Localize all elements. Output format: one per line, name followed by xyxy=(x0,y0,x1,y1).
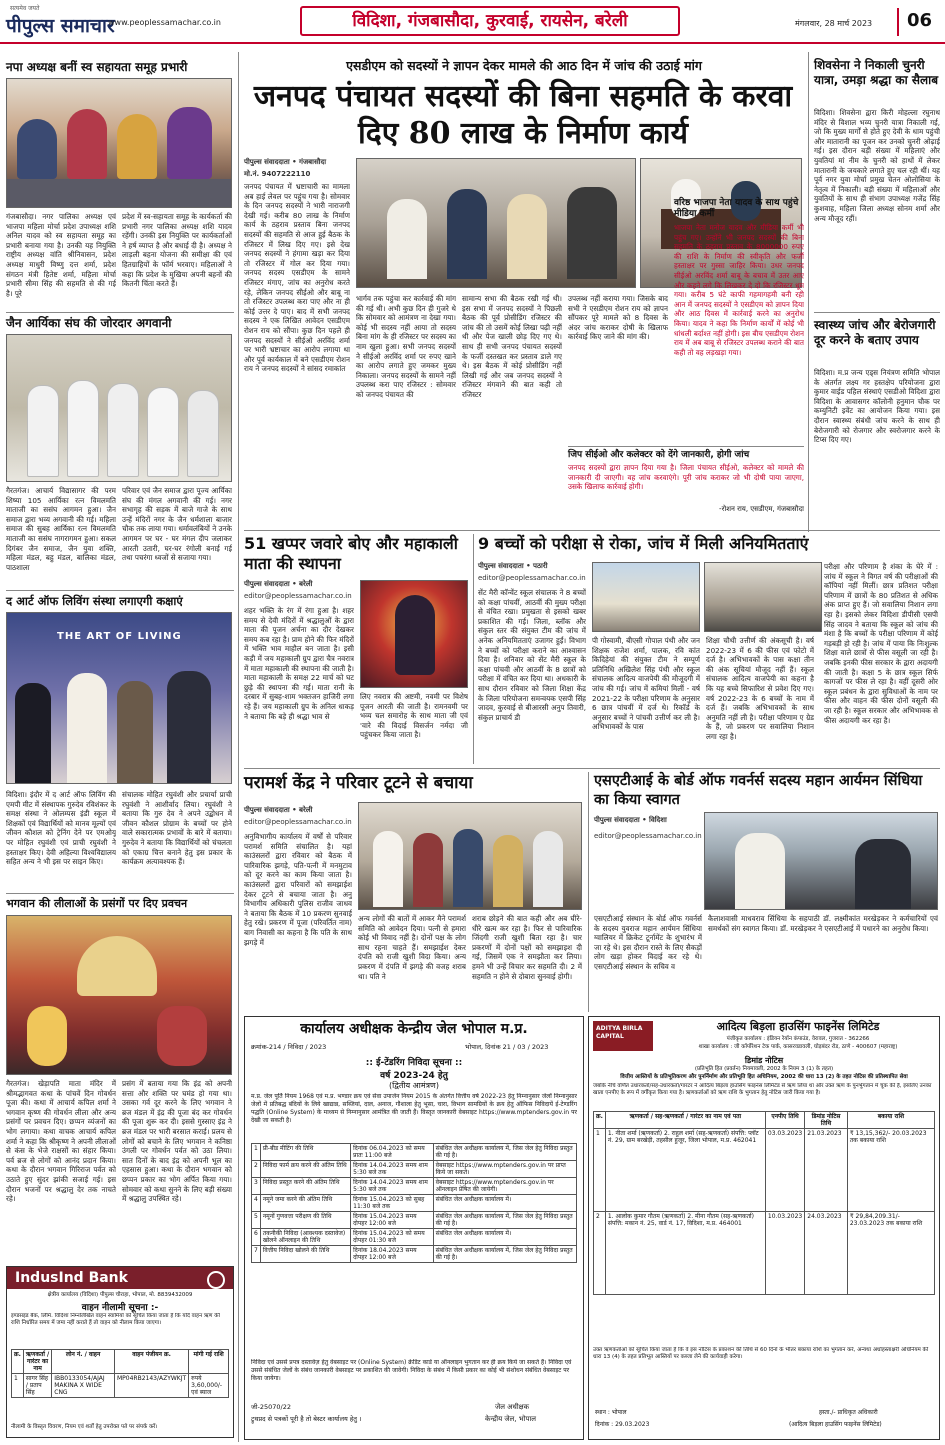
table-row xyxy=(252,1212,577,1229)
ad-place: स्थान : भोपाल xyxy=(595,1409,627,1416)
counsel-photo xyxy=(358,802,582,910)
col-header: क्र. xyxy=(12,1350,24,1374)
logo-tagline: सत्यमेव जयते xyxy=(10,5,40,12)
region-banner xyxy=(300,6,680,36)
ad-title: कार्यालय अधीक्षक केन्द्रीय जेल भोपाल म.प्र. xyxy=(300,1021,528,1037)
procession-photo xyxy=(6,334,232,482)
story-shivsena xyxy=(814,58,940,308)
ad-intro: म.प्र. जेल पूर्ति नियम 1968 एवं म.प्र. भण्डार क्रय एवं सेवा उपार्जन नियम 2015 के अंतर्गत वित्तीय वर्ष 2022-23 हेतु निम्नानुसार जेलों निम्नानुसार जेलों में प्रतिबद्ध बंदियों के लिये खाद्यान्न, सब्जियां, दाल, अनाज, गौशाला हेतु भूसा, चारा, विभाग सामग्रियों के क्रय हेतु ऑफिस निविदायें ई-टेण्डरिंग पद्धति (Online System) के माध्यम से निम्नानुसार आमंत्रित की जाती हैं। विस्तृत जानकारी वेबसाइट https://www.mptenders.gov.in पर देखी जा सकती है। xyxy=(251,1093,577,1124)
ad-date: दिनांक : 29.03.2023 xyxy=(595,1421,650,1428)
table-row xyxy=(252,1161,577,1178)
table-row xyxy=(252,1195,577,1212)
story-body-col1: एसएटीआई संस्थान के बोर्ड ऑफ गवर्नर्स के सदस्य युवराज महान आर्यमन सिंधिया ग्वालियर में क्रिकेट टूर्नामेंट के शुभारंभ में जा रहे थे। इस दौरान रास्ते के लिए सैकड़ों लोग खड़ा होकर विदाई कर रहे थे। एसएटीआई संस्थान के सचिव व xyxy=(594,914,702,971)
story-body-col1: सेंट मैरी कॉन्वेंट स्कूल संचालक ने 8 बच्चों को कक्षा पांचवीं, आठवीं की मुख्य परीक्षा से वंचित रखा। प्रमुखता से इसको खबर प्रकाशित की गई। जिला, ब्लॉक और संकुल स्तर की संयुक्त टीम की जांच में अनेक अनियमितताएं उजागर हुईं। विभाग ने बच्चों को परीक्षा कराने का आश्वासन दिया है। शनिवार को सेंट मैरी स्कूल के कक्षा पांचवी और आठवीं के 8 छात्रों को परीक्षा में वंचित कर दिया था। अधकारी के साथ दौरान रविवार को जिला शिक्षा केंद्र के जिला परियोजना समन्वयक एसपी सिंह जादव, कुरवाई से बीआरसी अनुप तिवारी, संकुल प्राचार्य डी xyxy=(478,588,586,722)
table-cell: निविदा फार्म क्रय करने की अंतिम तिथि xyxy=(260,1161,350,1178)
col-header: ऋणकर्ता / सह-ऋणकर्ता / गारंटर का नाम एवं पता xyxy=(605,1112,765,1129)
page-number: 06 xyxy=(907,10,933,31)
table-row xyxy=(594,1129,935,1212)
notice-title: वाहन नीलामी सूचना :- xyxy=(81,1303,159,1313)
table-cell: 3 xyxy=(252,1178,261,1195)
story-body-col1: शहर भक्ति के रंग में रंगा हुआ है। शहर समय से देवी मंदिरों में श्रद्धालुओं के द्वारा माता की पूजन अर्चना का दौर देखकर समय कब रहा है। प्राम होने की फिर मंदिरों में भक्ति भाव माहौल बन जाता है। इसी कड़ी में जय महाकाली ग्रुप द्वारा चैत्र नवरात्र में माता महाकाली की स्थापना की जाती है। माता महाकाली के समक्ष 22 मार्च को घट छुड़े की स्थापना की गई। माता रानी के दरबार में सुबह-शाम भक्तजन हाजिरी लगा रहे हैं। जय महाकाली ग्रुप के अनिल धाकड़ ने बताया कि बड़े ही श्रद्धा भाव से xyxy=(244,606,354,721)
table-cell: 24.03.2023 xyxy=(805,1212,848,1295)
story-byline: पीपुल्स संवाददाता • बरेली xyxy=(244,580,313,588)
story-headline: जैन आर्यिका संघ की जोरदार अगवानी xyxy=(6,316,172,330)
region-title: विदिशा, गंजबासौदा, कुरवाई, रायसेन, बरेली xyxy=(352,11,628,31)
ref-footer-note: ट्रुथप्रद से पत्रकों पूरी है तो बेस्टर कार्यालय हेतु । xyxy=(251,1415,362,1423)
ad-call: (द्वितीय आमंत्रण) xyxy=(389,1081,439,1090)
story-byline: पीपुल्स संवाददाता • गंजबासौदा xyxy=(244,158,327,166)
table-cell: 21.03.2023 xyxy=(805,1129,848,1212)
story-paramarsh xyxy=(244,772,584,1012)
demand-table xyxy=(593,1111,935,1295)
table-cell: वित्तीय निविदा खोलने की तिथि xyxy=(260,1246,350,1263)
ceremony-photo xyxy=(6,612,232,784)
jail-tender-ad xyxy=(244,1016,584,1440)
story-byline: पीपुल्स संवाददाता • पठारी xyxy=(478,562,548,570)
story-headline: परामर्श केंद्र ने परिवार टूटने से बचाया xyxy=(244,773,473,793)
story-body-col2: अन्य लोगों की बातों में आकर मैने परामर्श समिति को आवेदन दिया। पत्नी से हमारा कोई भी विवाद नहीं है। दोनों पक्ष के लोग साथ रहना चाहते हैं। समझाईश देकर दंपति को राजी खुशी विदा किया। अन्य प्रकरण में दंपति में झगड़े की वजह शराब था। पति ने xyxy=(358,914,466,981)
ad-signatory-2: (आदित्य बिड़ला हाउसिंग फाइनेंस लिमिटेड) xyxy=(789,1421,882,1428)
col-header: क्र. xyxy=(594,1112,606,1129)
table-cell: संबंधित जेल अधीक्षक कार्यालय में, जिस जेल हेतु निविदा प्रस्तुत की गई है। xyxy=(433,1212,576,1229)
signature-line2: केन्द्रीय जेल, भोपाल xyxy=(485,1415,537,1423)
story-nine-children xyxy=(478,534,940,764)
story-janpad xyxy=(244,58,804,528)
story-body-col1: जनपद पंचायत में भ्रष्टाचारी का मामला अब हाई लेवल पर पहुंच गया है। सोमवार के दिन जनपद सदस्यों ने भारी नाराजगी देखी गई। करीब 80 लाख के निर्माण कार्य के ठहराव प्रस्ताव बिना जनपद सदस्यों की सहमति से आज हुई बैठक के रजिस्टर में लिख दिए गए। इसे देख जनपद सदस्यों ने हंगामा खड़ा कर दिया तो रजिस्टर में गोल कर दिया गया। जनपद सदस्य एसडीएम के सामने रजिस्टर मंगाए, जांच का अनुरोध करते रहे, लेकिन जनपद सीईओ और बाबू ना तो रजिस्टर उपलब्ध करा पाए और ना ही कोई उत्तर दे पाए। बाद में सभी जनपद सदस्य ने एक लिखित आवेदन एसडीएम रोशन राय को सौंपा। कुछ दिन पहले ही जनपद सदस्यों ने सीईओ अरविंद शर्मा पर भारी भ्रष्टाचार का आरोप लगाया था और पूर्व कार्यकाल में बने एसडीएम रोशन राय ने जनपद सदस्यों ने सांसद रमाकांत xyxy=(244,182,350,374)
side-heading: वरिष्ठ भाजपा नेता यादव के साथ पहुंचे मीडिया कर्मी xyxy=(674,198,799,219)
table-cell: रुपये 3,60,000/- एवं ब्याज xyxy=(189,1374,229,1398)
table-cell: नमूने जमा करने की अंतिम तिथि xyxy=(260,1195,350,1212)
table-cell: दिनांक 06.04.2023 को समय प्रातः 11:00 बजे xyxy=(351,1144,434,1161)
mahakali-photo xyxy=(360,580,468,688)
story-body-left: गंजबासौदा। नगर पालिका अध्यक्ष एवं भाजपा महिला मोर्चा प्रदेश उपाध्यक्ष शशि अनिल यादव को स्व सहायता समूह का प्रभारी बनाया गया है। उनकी यह नियुक्ति राष्ट्रीय अध्यक्ष वांति श्रीनिवासन, प्रदेश अध्यक्ष माधुरी विष्णु दत्त शर्मा, प्रदेश संगठन मंत्री हितेष्ट शर्मा, महिला मोर्चा प्रभारी सीमा सिंह की सहमति से की गई है। पूरे xyxy=(6,212,116,298)
story-khappar xyxy=(244,534,469,764)
col-header: लोन नं. / वाहन xyxy=(52,1350,115,1374)
quote-heading: जिप सीईओ और कलेक्टर को देंगे जानकारी, होगी जांच xyxy=(568,450,750,460)
ref-footer: जी-25070/22 xyxy=(251,1403,291,1411)
ref-no: क्रमांक-214 / निविदा / 2023 xyxy=(251,1043,327,1051)
table-cell: 5 xyxy=(252,1212,261,1229)
table-cell: 03.03.2023 xyxy=(765,1129,804,1212)
table-row xyxy=(594,1212,935,1295)
table-cell: वेबसाइट https://www.mptenders.gov.in पर ऑनलाइन प्रेषित की जायेगी। xyxy=(433,1178,576,1195)
ad-footer-text: निविदा एवं उससे प्रपत्र दस्तावेज़ हेतु वेबसाइट पर (Online System) क्रेडिट कार्ड या ऑनलाइन भुगतान कर ही क्रय किये जा सकते हैं। निविदा एवं उससे संबंधित जेलों के संबंध जानकारी वेबसाइट पर प्रकाशित की जावेगी। निविदा के संबंध में किसी प्रकार का कोई भी संशोधन संबंधित वेबसाइट पर किया जायेगा। xyxy=(251,1359,572,1382)
school-photo xyxy=(592,562,700,632)
story-body: विदिशा। म.प्र जन्य एड्स नियंत्रण समिति भोपाल के अंतर्गत लक्ष्य गर हस्तक्षेप परियोजना द्वारा कुमार वाईड पहिल संस्थाएं एसडीओ विदिशा द्वारा विदिशा के आवासगर कॉलोनी हनुमान चौक पर कम्युनिटी इवेंट का आयोजन किया गया। इस दौरान स्वास्थ्य संबंधी जांच करने के साथ ही बेरोजगारी को रोजगार और स्वरोजगार करने के टिप्स दिए गए। xyxy=(814,368,940,445)
table-cell: प्री-बीड मीटिंग की तिथि xyxy=(260,1144,350,1161)
story-body-col3: सामान्य सभा की बैठक रखी गई थी। इस सभा में जनपद सदस्यों ने पिछली बैठक की पूर्व प्रोसीडिंग रजिस्टर की जांच की तो उसमें कोई लिखा पढ़ी नहीं थी और पेज खाली छोड़ दिए गए थे। साथ ही सभी जनपद पंचायत सदस्यों के फर्जी दस्तखत कर प्रस्ताव डाले गए थे। इस बैठक में कोई प्रोसीडिंग नहीं लिखी गई और जब जनपद सदस्यों ने रजिस्टर मंगवाने की बात कही तो रजिस्टर xyxy=(462,294,562,399)
col-header: ऋणकर्ता / गारंटर का नाम xyxy=(23,1350,51,1374)
story-body-right: परिवार एवं जैन समाज द्वारा पूज्य आर्यिका संघ की मंगल अगवानी की गई। नगर सभागृह की सड़क में बाजे गाजे के साथ उन्हें मंदिरों नगर के जैन धर्मशाला बाजार चौक तक लाया गया। धर्मावलंबियों ने उनके आगमन पर घर - घर मंगल दीप जलाकर आरती उतारी, घर-घर रंगोली बनाई गई तथा पचरंगा ध्वजों से सजाया गया। xyxy=(122,486,232,563)
story-headline: द आर्ट ऑफ लिविंग संस्था लगाएगी कक्षाएं xyxy=(6,594,183,608)
story-email: editor@peoplessamachar.co.in xyxy=(244,592,352,600)
table-cell: दिनांक 15.04.2023 को समय दोपहर 01:30 बजे xyxy=(351,1229,434,1246)
story-body-col2: भार्गव तक पहुंचा कर कार्रवाई की मांग की गई थी। अभी कुछ दिन ही गुजरे थे कि सोमवार को आमंत्रण ना देखा गया। कोई भी सदस्य नहीं आया तो सदस्य बिना मांग के ही रजिस्टर पर सदस्य का नाम खुला हुआ। सभी जनपद सदस्यों ने सीईओ अरविंद शर्मा पर रुपए खाने का आरोप लगाते हुए जमकर मुख्य निकाला। जनपद सदस्यों के सामने नहीं उपलब्ध करा पाए रजिस्टर : सोमवार को जनपद पंचायत की xyxy=(356,294,456,399)
banner-text: THE ART OF LIVING xyxy=(57,631,182,642)
ad-subtitle: :: ई-टेंडरिंग निविदा सूचना :: xyxy=(365,1058,463,1068)
quote-author: -रोशन राय, एसडीएम, गंजबासौदा xyxy=(719,505,804,513)
table-cell: नमूनों गुणवत्ता परीक्षण की तिथि xyxy=(260,1212,350,1229)
table-cell: दिनांक 18.04.2023 समय दोपहर 12:00 बजे xyxy=(351,1246,434,1263)
notice-sub: (प्रतिभूति हित (प्रवर्तन) नियमावली, 2002 के नियम 3 (1) के तहत) xyxy=(694,1066,834,1072)
table-cell: 1 xyxy=(12,1374,24,1398)
table-cell: 6 xyxy=(252,1229,261,1246)
auction-table xyxy=(11,1349,229,1398)
story-body-left: गैरतगंज। खेड़ापति माता मंदिर में श्रीमद्भागवत कथा के पांचवें दिन गोवर्धन पूजा की। कथा में आचार्य कपिल शर्मा ने भगवान कृष्ण की गोवर्धन लीला और अन्य प्रसंगों पर प्रवचन दिए। छप्पन व्यंजनों का भोग लगाया। कथा वाचक आचार्य कपिल शर्मा ने कहा कि श्रीकृष्ण ने अपनी लीलाओं से कंस के भेजे राक्षसों का संहार किया। पर्व ब्रज से लोगों को आनंद प्रदान किया। कथा के दौरान भगवान गिरिराज पर्वत को उठाते हुए सुंदर झांकी सजाई गई। इस दौरान भजनों पर श्रद्धालु देर तक नाचते रहे। xyxy=(6,1079,116,1204)
table-cell: तकनीकी निविदा (आवश्यक दस्तावेज) खोलने ऑनलाइन की तिथि xyxy=(260,1229,350,1246)
table-cell: दिनांक 15.04.2023 समय दोपहर 12:00 बजे xyxy=(351,1212,434,1229)
story-jain xyxy=(6,316,234,586)
col-header: वाहन पंजीयन क्र. xyxy=(114,1350,188,1374)
table-row xyxy=(12,1374,229,1398)
table-cell: संबंधित जेल अधीक्षक कार्यालय में। xyxy=(433,1195,576,1212)
story-email: editor@peoplessamachar.co.in xyxy=(478,574,586,582)
table-cell: MP04RB2143/AZYWKJT xyxy=(114,1374,188,1398)
story-body-right: संचालक मोहित रघुवंशी और प्रचार्या प्राची रघुवंशी ने आशीर्वाद लिया। रघुवंशी ने बताया कि गुरु देव ने अपने उद्बोधन में जीवन कौशल प्रोग्राम के बच्चों पर होने वाले सकारात्मक प्रभावों के बारे में बताया। गुरुदेव ने बताया कि विद्यार्थियों को चंचलता को एकाग्र चित्त बनाने हेतु इस प्रकार के कार्यक्रम अत्यावश्यक हैं। xyxy=(122,790,232,867)
table-row xyxy=(252,1144,577,1161)
story-email: editor@peoplessamachar.co.in xyxy=(244,818,352,826)
story-headline: 9 बच्चों को परीक्षा से रोका, जांच में मिली अनियमितताएं xyxy=(478,534,809,553)
story-headline: भगवान की लीलाओं के प्रसंगों पर दिए प्रवचन xyxy=(6,897,188,910)
table-cell: दिनांक 15.04.2023 को सुबह 11:30 बजे तक xyxy=(351,1195,434,1212)
story-byline: पीपुल्स संवाददाता • विदिशा xyxy=(594,816,667,824)
ad-footer-text: उक्त ऋणकर्ताओं को सूचित किया जाता है कि वे इस नोटिस के प्रकाशन की तिथि से 60 दिनों के भीतर बकाया राशि का भुगतान करें, अन्यथा अधोहस्ताक्षरी अधिनियम की धारा 13 (4) के तहत प्रतिभूत आस्तियों पर कब्जा लेने की कार्यवाही करेगा। xyxy=(593,1347,929,1360)
ad-year: वर्ष 2023-24 हेतु xyxy=(380,1071,448,1081)
story-headline: जनपद पंचायत सदस्यों की बिना सहमति के करवा दिए 80 लाख के निर्माण कार्य xyxy=(253,79,793,151)
story-body-right: प्रदेश में स्व-सहायता समूह के कार्यकर्ता की प्रभारी नगर पालिका अध्यक्ष शशि यादव रहेंगी। उनकी इस नियुक्ति पर कार्यकर्ताओं ने हर्ष व्याप्त है और बधाई दी है। अध्यक्ष ने लाड़ली बहना योजना की समीक्षा की एवं हितग्राहियों के फॉर्म भरवाए। महिलाओं ने कहा कि प्रदेश के मुखिया अपनी बहनों की कितनी चिंता करते हैं। xyxy=(122,212,232,289)
table-cell: दिनांक 14.04.2023 समय शाम 5:30 बजे तक xyxy=(351,1178,434,1195)
masthead xyxy=(0,0,945,44)
table-cell: 1 xyxy=(252,1144,261,1161)
story-email: editor@peoplessamachar.co.in xyxy=(594,832,702,840)
devotional-photo xyxy=(6,915,232,1075)
story-headline: शिवसेना ने निकाली चुनरी यात्रा, उमड़ा श्रद्धा का सैलाब xyxy=(814,58,939,87)
group-photo xyxy=(6,78,232,208)
table-cell: 2 xyxy=(252,1161,261,1178)
logo-text: पीपुल्स समाचार xyxy=(6,15,115,37)
welcome-photo xyxy=(704,812,938,910)
branch-line: क्षेत्रीय कार्यालय (विदिशा) पीपुल्स चौराहा, भोपाल, मो. 8839432009 xyxy=(47,1292,193,1298)
notice-intro: जबकि नीचे वर्णित उधारकर्ता/सह-उधारकर्ता/गारंटर ने आदित्य बिड़ला हाउसिंग फाइनेंस लिमिटेड से ऋण लिया था और उक्त ऋण के पुनर्भुगतान में चूक की है, इसलिए उनका खाता एनपीए के रूप में वर्गीकृत किया गया है। ऋणकर्ताओं को ऋण राशि के भुगतान हेतु नोटिस जारी किया गया है। xyxy=(593,1083,932,1096)
col-header: एनपीए तिथि xyxy=(765,1112,804,1129)
story-bhagwan xyxy=(6,897,234,1262)
table-cell: 7 xyxy=(252,1246,261,1263)
table-cell: संबंधित जेल अधीक्षक कार्यालय में, जिस जेल हेतु निविदा प्रस्तुत की गई है। xyxy=(433,1246,576,1263)
website: www.peoplessamachar.co.in xyxy=(108,18,221,27)
story-body: विदिशा। शिवसेना द्वारा किरी मोहल्ला रघुनाथ मंदिर से विशाल भव्य चुनरी यात्रा निकाली गई, जो कि मुख्य मार्गों से होते हुए देवी के धाम पहुंची और मातारानी का पूजन कर उनको चुनरी ओढ़ाई गई। इस दौरान बड़ी संख्या में महिलाएं और युवतियां मां नीम के चुनरी को हाथों में लेकर मातारानी के जयकारे लगाते हुए चल रही थीं। यह पूर्व नगर युवा मोर्चा प्रमुख चेतन ओलोसिया के नेतृत्व में निकाली। बड़ी संख्या में महिलाओं और युवतियों के साथ ही संभाग उपाध्यक्ष गजेंद्र सिंह कुशवाह, महिला जिला अध्यक्ष सोनम शर्मा और अन्य मौजूद रहीं। xyxy=(814,108,940,223)
story-body-col4: परीक्षा और परिणाम है शंका के घेरे में : जांच में स्कूल ने विगत वर्ष की परीक्षाओं की कॉपियां नहीं मिलीं। छात्र प्रतिशत परीक्षा परिणाम में छात्रों के 80 प्रतिशत से अधिक अंक प्राप्त हुए हैं। जो सवालिया निशान लगा रहा है। इसको लेकर विदिशा डीपीसी एसपी सिंह जादव ने बताया कि स्कूल को जांच की मंशा है कि बच्चों के परीक्षा परिणाम में कोई गड़बड़ी हो रही है। जांच में पाया कि निःशुल्क शिक्षा वाले छात्रों से फीस वसूली जा रही है। जबकि इनकी फीस सरकार के द्वारा अदायगी की जाती है। कक्षा 5 के छात्र स्कूल सिर्फ कागजों पर फीस ले रहा है। वहीं दूसरी ओर स्कूल प्रबंधन के द्वारा सुविधाओं के नाम पर फीस और वाहन की फीस दोनों वसूली की जा रही है। स्कूल सरकार और अभिभावक से फीस अदायगी कर रहा है। xyxy=(824,562,938,725)
table-cell: संबंधित जेल अधीक्षक कार्यालय में, जिस जेल हेतु निविदा प्रस्तुत की गई है। xyxy=(433,1144,576,1161)
story-body-col2: पी गोस्वामी, बीएसी गोपाल पंथी और जन शिक्षक राजेश शर्मा, पालक, रवि कांत किदिहेयां की संयुक्त टीम ने सम्पूर्ण प्रतिनिधि अखिलेश सिंह पंथी और स्कूल संचालक आदित्य वाजपेयी की मौजूदगी में जांच की गई। जांच में कमियां मिलीं - वर्ष 2021-22 के परीक्षा परिणाम के अनुसार 6 छात्र पांचवीं में दर्ज थे। रिकॉर्ड के अनुसार बच्चों ने पांचवी उत्तीर्ण कर ली है। अभिभावकों के पास xyxy=(592,636,700,732)
story-body-col2: कैलाशवासी माधवराव सिंधिया के सहपाठी डॉ. लक्ष्मीकांत मरखेड़कर ने कर्मचारियों एवं समर्थकों संग स्वागत किया। डॉ. मरखेड़कर ने एसएटीआई में पधारने का अनुरोध किया। xyxy=(708,914,938,933)
table-cell: IBB0133054/AJAJ MAKINA X WIDE CNG xyxy=(52,1374,115,1398)
story-body-col3: शराब छोड़ने की बात कही और अब घीरे-धीरे खत्म कर रहा है। फिर से पारिवारिक जिंदगी राजी खुशी बिता रहा है। चार प्रकरणों में दोनों पक्षों को समझाइश दी गई, जिसमें एक ने समझौता कर लिया। हमने भी उन्हें विचार कर सहमति दी। 2 में सहमति न होने से दोबारा सुनवाई होगी। xyxy=(472,914,582,981)
col-header: मांगी गई राशि xyxy=(189,1350,229,1374)
table-cell: निविदा प्रस्तुत करने की अंतिम तिथि xyxy=(260,1178,350,1195)
story-scindia xyxy=(594,772,940,1012)
table-cell: 1. आलोक कुमार गौतम (ऋणकर्ता) 2. मीना गौतम (सह-ऋणकर्ता) संपत्ति: मकान नं. 25, वार्ड नं. 17, विदिशा, म.प्र. 464001 xyxy=(605,1212,765,1295)
bank-name: IndusInd Bank xyxy=(15,1270,128,1286)
bank-logo-icon xyxy=(207,1271,225,1289)
story-headline: स्वास्थ्य जांच और बेरोजगारी दूर करने के बताए उपाय xyxy=(814,318,936,347)
story-byline: पीपुल्स संवाददाता • बरेली xyxy=(244,806,313,814)
story-body-col2: लिए नवरात्र की अष्टमी, नवमी पर विशेष पूजन आरती की जाती है। रामनवमी पर भव्य चल समारोह के साथ माता जी एवं 'वारे की विदाई विसर्जन नर्मदा जी पहुंचकर किया जाता है। xyxy=(360,692,468,740)
notice-text: इण्डसइंड बैंक, लिमि. विदिशा निम्नलिखित वाहन स्वामियों को सूचित किया जाता है कि यदि वाहन ऋण की राशि निर्धारित समय में जमा नहीं कराते हैं तो वाहन को नीलाम किया जाएगा। xyxy=(11,1313,220,1326)
side-body: भाजपा नेता मनोज यादव और मीडिया कर्मी भी पहुंच गए। उन्होंने भी जनपद सदस्यों की बिना सहमति के ठहराव प्रस्ताव के 8000000 रुपए की राशि के निर्माण की स्वीकृति और फर्जी हस्ताक्षर पर गुस्सा जाहिर किया। उधर जनपद सीईओ अरविंद शर्मा बाबू के बचाव में उतर आए और कहने लगे कि लिखकर दे दो कि रजिस्टर धूम गया। करीब 5 घंटे काफी गहमागहमी बनी रही आन में जनपद सदस्यों ने एसडीएम को ज्ञापन दिया और आठ दिवस में कार्रवाई करने का अनुरोध किया। यादव ने कहा कि निर्माण कार्यों में कोई भी धांधली बर्दाश्त नहीं होगी। इस बीच एसडीएम रोशन राय में अब बाबू से रजिस्टर उपलब्ध कराने की बात कही तो वह लड़खड़ा गया। xyxy=(674,223,804,357)
table-row xyxy=(252,1246,577,1263)
story-headline: एसएटीआई के बोर्ड ऑफ गवर्नर्स सदस्य महान आर्यमन सिंधिया का किया स्वागत xyxy=(594,773,923,808)
story-body-col3: शिक्षा चौथी उत्तीर्ण की अंकसूची है। वर्ष 2022-23 में 6 की फीस एवं फोटो में दर्ज है। अभिभावकों के पास कक्षा तीन की अंक सूचियां मौजूद नहीं हैं। स्कूल संचालक आदित्य वाजपेयी का कहना है कि यह बच्चे सिफारिश से प्रवेश दिए गए। वर्ष 2022-23 के 6 बच्चों के नाम में दर्ज हैं। जबकि अभिभावकों के साथ अनुमति नहीं ली है। परीक्षा परिणाम ए ग्रेड के हैं, जो प्रकरण पर सवालिया निशान लगा रहा है। xyxy=(706,636,814,741)
story-body-left: गैरतगंज। आचार्य विद्यासागर की परम शिष्या 105 आर्यिका रत्न विमलमति माताजी का ससंघ आगमन हुआ। जैन समाज द्वारा भव्य अगवानी की गई। महिला समाज की सुबह आर्यिका रत्न विमलमति माताजी का ससंघ नागरागमन हुआ। सकल दिगंबर जैन समाज, जैन युवा शक्ति, महिला मंडल, बहु मंडल, बालिका मंडल, पाठशाला xyxy=(6,486,116,572)
story-headline: नपा अध्यक्ष बनीं स्व सहायता समूह प्रभारी xyxy=(6,60,188,74)
ad-signatory: हस्ता./- प्राधिकृत अधिकारी xyxy=(819,1409,878,1416)
table-cell: ₹ 13,15,362/- 20.03.2023 तक बकाया राशि xyxy=(847,1129,934,1212)
ref-date: भोपाल, दिनांक 21 / 03 / 2023 xyxy=(465,1043,549,1051)
story-napa xyxy=(6,60,234,310)
table-cell: सागर सिंह / प्रताप सिंह xyxy=(23,1374,51,1398)
story-art-of-living xyxy=(6,594,234,889)
meeting-photo xyxy=(356,158,636,288)
office-line-1: पंजीकृत कार्यालय : इंडियन रेयॉन कंपाउंड, वेरावल, गुजरात - 362266 xyxy=(726,1036,870,1042)
table-cell: 1. नीता शर्मा (ऋणकर्ता) 2. राहुल शर्मा (सह-ऋणकर्ता) संपत्ति: प्लॉट नं. 29, ग्राम बरखेड़ी, तहसील हुजूर, जिला भोपाल, म.प्र. 462041 xyxy=(605,1129,765,1212)
story-kicker: एसडीएम को सदस्यों ने ज्ञापन देकर मामले की आठ दिन में जांच की उठाई मांग xyxy=(346,58,702,73)
inspection-photo xyxy=(704,562,822,632)
ad-title: आदित्य बिड़ला हाउसिंग फाइनेंस लिमिटेड xyxy=(716,1020,880,1033)
col-header: बकाया राशि xyxy=(847,1112,934,1129)
notice-head: डिमांड नोटिस xyxy=(744,1056,784,1065)
story-body-right: प्रसंग में बताया गया कि इंद्र को अपनी सत्ता और शक्ति पर घमंड हो गया था। उसका गर्व दूर करने के लिए भगवान ने ब्रज मंडल में इंद्र की पूजा बंद कर गोवर्धन की पूजा शुरू कर दी। इससे गुस्साए इंद्र ने ब्रज मंडल पर भारी बरसात कराई। प्रलय से लोगों को बचाने के लिए भगवान ने कनिष्ठा उंगली पर गोवर्धन पर्वत को उठा लिया। सात दिनों के बाद इंद्र को अपनी भूल का एहसास हुआ। कथा के दौरान भगवान को छप्पन प्रकार का भोग अर्पित किया गया। सोमवार को कथा सुनने के लिए बड़ी संख्या में श्रद्धालु उपस्थित रहे। xyxy=(122,1079,232,1204)
quote-body: जनपद सदस्यों द्वारा ज्ञापन दिया गया है। जिला पंचायत सीईओ, कलेक्टर को मामले की जानकारी दी जाएगी। वह जांच करवाएंगे। पूरी जांच कराकर जो भी दोषी पाया जाएगा, उसके खिलाफ कार्रवाई होगी। xyxy=(568,463,804,492)
masthead-logo xyxy=(6,5,221,37)
table-cell: वेबसाइट https://www.mptenders.gov.in पर प्राप्त किये जा सकते। xyxy=(433,1161,576,1178)
table-cell: ₹ 29,84,209.31/- 23.03.2023 तक बकाया राशि xyxy=(847,1212,934,1295)
aditya-birla-ad xyxy=(588,1016,940,1440)
brand-logo xyxy=(593,1021,653,1051)
table-cell: संबंधित जेल अधीक्षक कार्यालय में। xyxy=(433,1229,576,1246)
table-row xyxy=(252,1229,577,1246)
table-cell: 10.03.2023 xyxy=(765,1212,804,1295)
table-row xyxy=(252,1178,577,1195)
issue-date: मंगलवार, 28 मार्च 2023 xyxy=(795,19,873,28)
story-body-col1: अनुविभागीय कार्यालय में वर्षों से परिवार परामर्श समिति संचालित है। यहां काउंसलरों द्वारा रविवार को बैठक में पारिवारिक झगड़े, पति-पत्नी में मनमुटाव को दूर करने का काम किया जाता है। काउंसलरों द्वारा परिवारों को समझाईश देकर टूटने से बचाया जाता है। अनु विभागीय अधिकारी पुलिस राजीव जाधव ने बताया कि बैठक में 10 प्रकरण सुनवाई हेतु रखे। प्रकरण में पूजा (परिवर्तित नाम) बाग निवासी का कहना है कि पति के साथ झगड़े में xyxy=(244,832,352,947)
table-cell: 4 xyxy=(252,1195,261,1212)
story-headline: 51 खप्पर जवारे बोए और महाकाली माता की स्थापना xyxy=(244,534,458,573)
office-line-2: शाखा कार्यालय : जी कॉर्पोरेशन टेक पार्क, कासरवडावली, घोड़बंदर रोड, ठाणे - 400607 (महाराष्ट्र) xyxy=(698,1044,898,1050)
notice-sub-2: वित्तीय आस्तियों के प्रतिभूतिकरण और पुनर्निर्माण और प्रतिभूति हित अधिनियम, 2002 की धारा 13 (2) के तहत नोटिस की प्रतिस्थापित सेवा xyxy=(620,1074,908,1080)
table-cell: 1 xyxy=(594,1129,606,1212)
table-cell: 2 xyxy=(594,1212,606,1295)
tender-table xyxy=(251,1143,577,1263)
story-body-col4: उपलब्ध नहीं कराया गया। जिसके बाद सभी ने एसडीएम रोशन राय को ज्ञापन सौंपकर पूरे मामले को 8 दिवस के अंदर जांच कराकर दोषी के खिलाफ कार्रवाई किए जाने की मांग की। xyxy=(568,294,668,342)
story-health xyxy=(814,318,940,528)
story-body-left: विदिशा। इंदौर में द आर्ट ऑफ लिविंग की एमपी मीट में संस्थापक गुरुदेव रविशंकर के समक्ष संस्था ने ओलम्पस इंडी स्कूल में शिक्षकों एवं विद्यार्थियों को मानव मूल्यों एवं जीवन कौशल को ट्रेनिंग देने पर एमओयू पर मोहित रघुवंशी एवं प्राची रघुवंशी ने हस्ताक्षर किए। देवी अहिल्या विश्वविद्यालय सहित अन्य ने भी इस पर साइन किए। xyxy=(6,790,116,867)
quote-box xyxy=(568,446,804,527)
page-number-box xyxy=(897,8,937,36)
story-mobile: मो.नं. 9407222110 xyxy=(244,170,311,178)
signature: जेल अधीक्षक xyxy=(495,1403,530,1411)
col-header: डिमांड नोटिस तिथि xyxy=(805,1112,848,1129)
indusind-ad xyxy=(6,1266,234,1438)
table-cell: दिनांक 14.04.2023 समय शाम 5:30 बजे तक xyxy=(351,1161,434,1178)
ad-footer: नीलामी के विस्तृत विवरण, नियम एवं शर्तों हेतु उपरोक्त पते पर संपर्क करें। xyxy=(11,1424,158,1430)
brand-logo-text: ADITYA BIRLA CAPITAL xyxy=(596,1025,643,1040)
